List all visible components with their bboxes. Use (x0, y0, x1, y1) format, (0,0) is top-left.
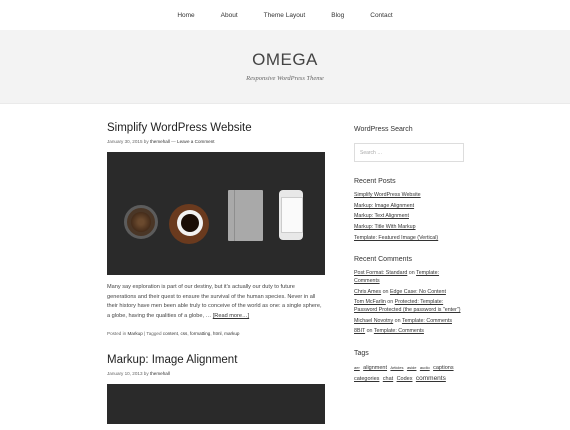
search-widget (354, 126, 464, 162)
tags-widget (354, 350, 464, 385)
post-date[interactable]: January 10, 2013 (107, 370, 143, 376)
read-more-link[interactable]: [Read more…] (212, 313, 250, 320)
tag-link[interactable]: html (212, 330, 222, 336)
post (107, 354, 325, 424)
list-item (354, 270, 464, 285)
widget-title: Tags (354, 350, 369, 358)
post-meta-separator: — (171, 138, 176, 144)
coffee-cup (177, 210, 203, 236)
comment-author-link[interactable]: Tom McFarlin (354, 299, 386, 306)
tag-link[interactable]: aer (354, 365, 360, 371)
tag-link[interactable]: Codex (396, 376, 413, 383)
recent-post-link[interactable]: Template: Featured Image (Vertical) (354, 234, 439, 241)
post-by: by (143, 138, 149, 144)
nav-contact[interactable]: Contact (370, 11, 393, 19)
tag-link[interactable]: markup (224, 330, 240, 336)
widget-title: Recent Posts (354, 178, 396, 185)
list-item (354, 289, 464, 297)
tag-link[interactable]: Articles (390, 365, 404, 371)
recent-comments-widget (354, 256, 464, 336)
site-tagline: Responsive WordPress Theme (246, 75, 324, 82)
list-item (354, 318, 464, 326)
comment-on-label: on (382, 288, 389, 295)
notebook (228, 190, 263, 241)
tag-link[interactable]: chat (382, 376, 394, 383)
comment-on-label: on (366, 328, 373, 335)
comment-author-link[interactable]: Chris Ames (354, 288, 382, 295)
post-meta (107, 371, 325, 376)
comment-post-link[interactable]: Template: Comments (401, 317, 452, 324)
post-excerpt-text: Many say exploration is part of our destiny, but it's actually our duty to future generations and their quest to ensure the survival of the human species. Never in all their history have men been able truly to conceive of the world as one: a single sphere, a globe, having the qualities of a globe, … (107, 283, 322, 320)
nav-theme-layout[interactable]: Theme Layout (263, 11, 306, 19)
widget-title: Recent Comments (354, 256, 412, 264)
comment-author-link[interactable]: Michael Novotny (354, 317, 394, 324)
post-by: by (143, 370, 149, 376)
site-title[interactable]: OMEGA (252, 50, 318, 69)
post-title[interactable]: Simplify WordPress Website (107, 122, 252, 134)
category-link[interactable]: Markup (127, 330, 143, 336)
tag-link[interactable]: audio (419, 365, 430, 371)
list-item (354, 213, 464, 221)
post-author[interactable]: themehall (149, 138, 170, 144)
comment-post-link[interactable]: Edge Case: No Content (389, 288, 446, 295)
tag-link[interactable]: captions (433, 365, 454, 372)
tag-cloud (354, 364, 464, 385)
widget-title: WordPress Search (354, 126, 413, 133)
recent-posts-widget (354, 178, 464, 242)
main-content (107, 122, 325, 424)
post-author[interactable]: themehall (149, 370, 170, 376)
list-item (354, 192, 464, 200)
tag-link[interactable]: comments (415, 375, 446, 383)
tag-link[interactable]: formatting (189, 330, 211, 336)
featured-image[interactable] (107, 384, 325, 424)
comment-author-link[interactable]: 8BIT (354, 328, 366, 335)
list-item (354, 224, 464, 232)
list-item (354, 203, 464, 211)
post-date[interactable]: January 30, 2015 (107, 138, 143, 144)
post-footer: Posted in Markup | Tagged content, css, formatting, html, markup (107, 330, 240, 336)
recent-post-link[interactable]: Simplify WordPress Website (354, 192, 421, 198)
tag-link[interactable]: aside (406, 365, 417, 371)
comment-post-link[interactable]: Template: Comments (373, 328, 424, 335)
top-navigation (0, 0, 570, 30)
leave-comment-link[interactable]: Leave a Comment (177, 138, 215, 144)
post-excerpt (107, 283, 325, 322)
tagged-label: | Tagged (144, 330, 162, 336)
recent-post-link[interactable]: Markup: Image Alignment (354, 202, 415, 209)
comment-on-label: on (387, 299, 394, 306)
nav-home[interactable]: Home (177, 11, 195, 19)
post (107, 122, 325, 336)
sidebar (354, 126, 464, 399)
comment-post-link[interactable]: Protected: Template: Password Protected (the password is "enter") (354, 299, 461, 314)
smartphone (279, 190, 303, 240)
recent-post-link[interactable]: Markup: Text Alignment (354, 213, 409, 220)
list-item (354, 299, 464, 314)
comment-post-link[interactable]: Template: Comments (354, 270, 440, 285)
tag-link[interactable]: content (162, 330, 178, 336)
search-input[interactable]: Search … (354, 143, 464, 162)
tag-link[interactable]: alignment (363, 365, 388, 372)
tag-link[interactable]: categories (354, 376, 380, 383)
post-title[interactable]: Markup: Image Alignment (107, 353, 238, 366)
list-item (354, 235, 464, 243)
site-header (0, 30, 570, 104)
post-meta (107, 139, 325, 144)
featured-image[interactable] (107, 152, 325, 275)
list-item (354, 328, 464, 336)
recent-post-link[interactable]: Markup: Title With Markup (354, 224, 416, 231)
tag-link[interactable]: css (180, 330, 188, 336)
nav-blog[interactable]: Blog (331, 11, 345, 19)
recent-comments-list (354, 270, 464, 336)
comment-author-link[interactable]: Post Format: Standard (354, 270, 408, 277)
recent-posts-list (354, 192, 464, 242)
nav-about[interactable]: About (220, 11, 238, 19)
comment-on-label: on (408, 270, 415, 277)
coffee-beans-bowl (124, 205, 158, 239)
comment-on-label: on (394, 317, 401, 324)
posted-in-label: Posted in (107, 330, 127, 336)
